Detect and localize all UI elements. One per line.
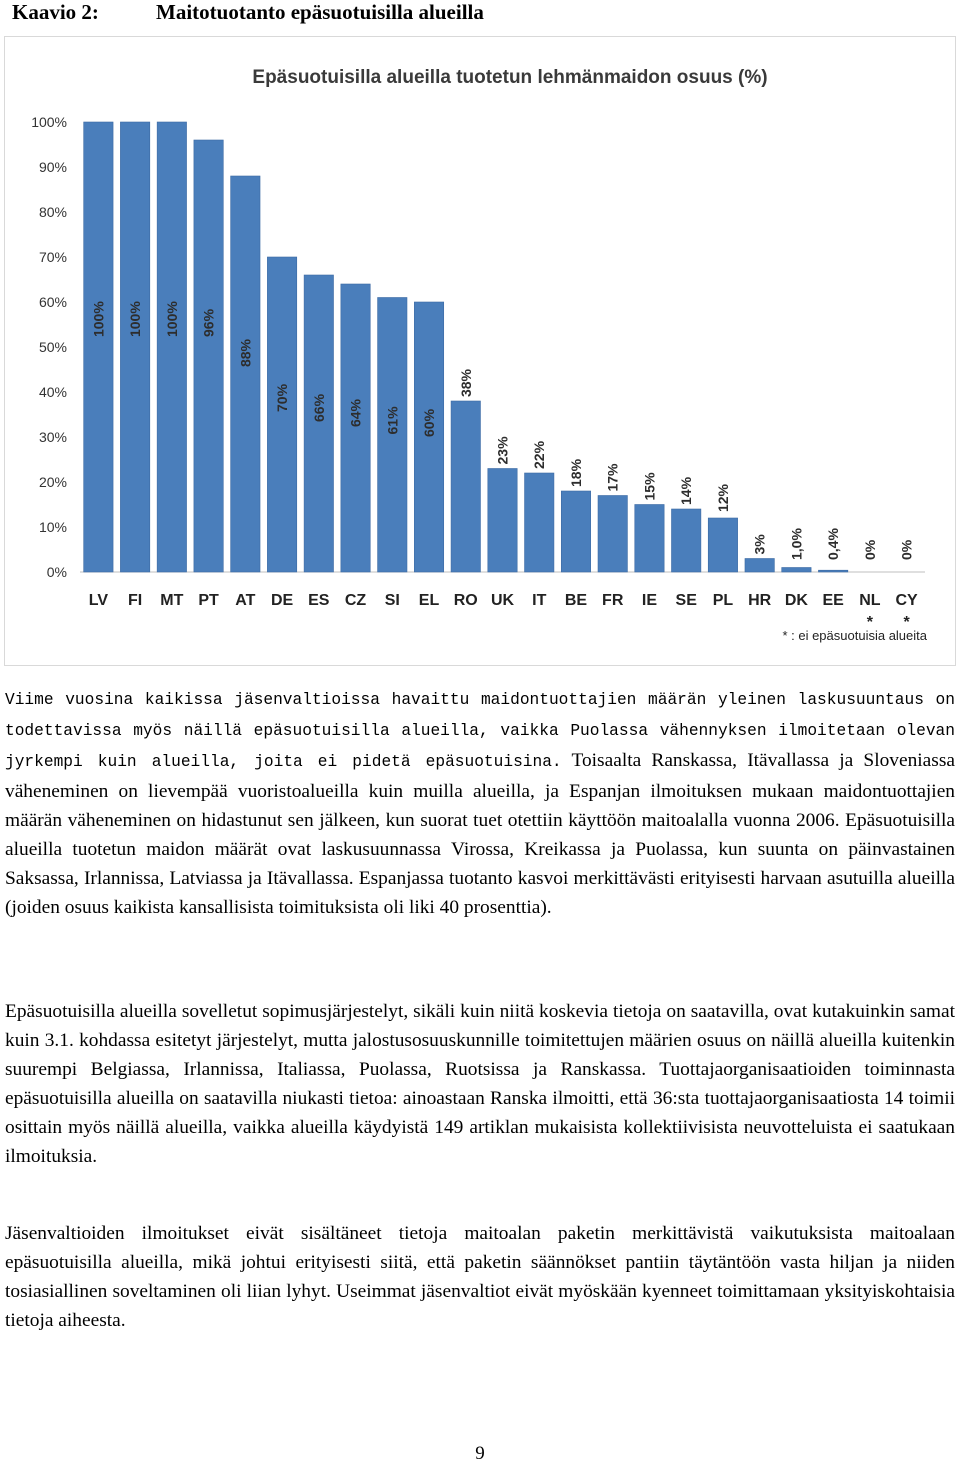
y-tick-label: 0% <box>46 564 67 580</box>
x-tick-label: EE <box>822 592 844 609</box>
y-tick-label: 50% <box>38 339 67 355</box>
y-tick-label: 30% <box>38 429 67 445</box>
y-axis <box>31 114 67 580</box>
bar <box>672 509 701 572</box>
y-tick-label: 20% <box>38 474 67 490</box>
bar-data-label: 60% <box>421 408 438 437</box>
bar-data-label: 1,0% <box>788 528 805 560</box>
x-tick-label: BE <box>564 592 588 609</box>
x-tick-label: LV <box>88 592 109 609</box>
chart-footnote: * : ei epäsuotuisia alueita <box>782 628 927 643</box>
bar <box>341 284 370 572</box>
x-tick-label: ES <box>308 592 330 609</box>
bar-chart-frame <box>4 36 956 666</box>
y-tick-label: 10% <box>38 519 67 535</box>
x-tick-label: EL <box>418 592 440 609</box>
x-tick-label: IE <box>641 592 658 609</box>
bar <box>120 122 149 572</box>
bar <box>488 469 517 573</box>
bar-data-label: 15% <box>641 472 658 501</box>
x-tick-label: CY <box>895 592 918 609</box>
bar-data-label: 64% <box>347 398 364 427</box>
bar-data-label: 22% <box>531 440 548 469</box>
figure-label: Kaavio 2: <box>12 0 99 24</box>
bar <box>745 559 774 573</box>
asterisk-mark: * <box>866 614 874 631</box>
bar <box>231 176 260 572</box>
bar-data-label: 0,4% <box>825 528 842 560</box>
chart-title: Epäsuotuisilla alueilla tuotetun lehmänmaidon osuus (%) <box>252 67 768 88</box>
x-tick-label: DK <box>784 592 808 609</box>
x-tick-label: FR <box>602 592 624 609</box>
x-tick-label: RO <box>453 592 478 609</box>
bar-chart <box>5 37 955 665</box>
y-tick-label: 60% <box>38 294 67 310</box>
bar-data-label: 88% <box>237 338 254 367</box>
bar-data-label: 100% <box>127 301 144 337</box>
x-axis <box>89 592 918 609</box>
paragraph-1-rest: Toisaalta Ranskassa, Itävallassa ja Sloveniassa väheneminen on lievempää vuoristoalueilla kuin muilla alueilla, ja Espanjan ilmoituksen mukaan maidontuottajien määrän väheneminen on hidastunut sen jälkeen, kun suorat tuet otettiin käyttöön maitoalalla vuonna 2006. Epäsuotuisilla alueilla tuotetun maidon määrät ovat laskusuunnassa Virossa, Kreikassa ja Puolassa, kun suunta on päinvastainen Saksassa, Irlannissa, Latviassa ja Itävallassa. Espanjassa tuotanto kasvoi merkittävästi erityisesti harvaan asutuilla alueilla (joiden osuus kaikista kansallisista toimituksista oli liki 40 prosenttia). <box>5 750 955 918</box>
bar <box>304 275 333 572</box>
bar-data-label: 100% <box>163 301 180 337</box>
bar-data-label: 100% <box>90 301 107 337</box>
bar-data-label: 66% <box>310 393 327 422</box>
figure-title: Maitotuotanto epäsuotuisilla alueilla <box>156 0 484 24</box>
bar-data-label: 96% <box>200 308 217 337</box>
bar <box>84 122 113 572</box>
bar <box>635 505 664 573</box>
paragraph-3: Jäsenvaltioiden ilmoitukset eivät sisältäneet tietoja maitoalan paketin merkittävistä vaikutuksista maitoalaan epäsuotuisilla alueilla, mikä johtui erityisesti siitä, että paketin säännökset pantiin täytäntöön vasta hiljan ja niiden tosiasiallinen soveltaminen oli liian lyhyt. Useimmat jäsenvaltiot eivät myöskään kyenneet toimittamaan yksityiskohtaisia tietoja aiheesta. <box>5 1223 955 1331</box>
y-tick-label: 80% <box>38 204 67 220</box>
x-tick-label: HR <box>748 592 772 609</box>
x-tick-label: MT <box>160 592 184 609</box>
y-tick-label: 70% <box>38 249 67 265</box>
x-tick-label: IT <box>532 592 547 609</box>
bar-data-label: 61% <box>384 406 401 435</box>
x-tick-label: SE <box>675 592 697 609</box>
bar <box>194 140 223 572</box>
page-number: 9 <box>475 1443 485 1464</box>
x-tick-label: SI <box>384 592 400 609</box>
bar <box>451 401 480 572</box>
y-tick-label: 40% <box>38 384 67 400</box>
bar <box>267 257 296 572</box>
bar-data-label: 18% <box>567 458 584 487</box>
x-tick-label: DE <box>270 592 294 609</box>
bar-data-label: 12% <box>714 483 731 512</box>
x-tick-label: NL <box>859 592 881 609</box>
bar-data-label: 23% <box>494 436 511 465</box>
x-tick-label: PT <box>198 592 219 609</box>
bar-data-label: 17% <box>604 463 621 492</box>
bar-data-label: 38% <box>457 368 474 397</box>
bar-data-label: 0% <box>898 539 915 560</box>
bar <box>708 518 737 572</box>
bar <box>561 491 590 572</box>
asterisk-mark: * <box>903 614 910 631</box>
bars-group <box>84 122 848 572</box>
x-tick-label: AT <box>235 592 256 609</box>
paragraph-1 <box>5 684 955 922</box>
paragraph-1-lead: Viime vuosina kaikissa jäsenvaltioissa havaittu maidontuottajien määrän yleinen laskusuuntaus on todettavissa myös näillä epäsuotuisilla alueilla, vaikka Puolassa vähennyksen ilmoitetaan olevan jyrkempi kuin alueilla, joita ei pidetä epäsuotuisina. <box>5 691 955 771</box>
bar <box>818 570 847 572</box>
paragraph-2: Epäsuotuisilla alueilla sovelletut sopimusjärjestelyt, sikäli kuin niitä koskevia tietoja on saatavilla, ovat kutakuinkin samat kuin 3.1. kohdassa esitetyt järjestelyt, mutta jalostusosuuskunnille toimitettujen määrien osuus on näillä alueilla kuitenkin suurempi Belgiassa, Irlannissa, Italiassa, Puolassa, Ruotsissa ja Ranskassa. Tuottajaorganisaatioiden toiminnasta epäsuotuisilla alueilla on saatavilla niukasti tietoa: ainoastaan Ranska ilmoitti, että 36:sta tuottajaorganisaatiosta 14 toimii osittain myös näillä alueilla, vaikka alueilla käydyistä 149 artiklan mukaisista kollektiivisista neuvotteluista ei saatukaan ilmoituksia. <box>5 1001 955 1167</box>
bar <box>598 496 627 573</box>
y-tick-label: 90% <box>38 159 67 175</box>
bar-data-label: 14% <box>678 476 695 505</box>
bar <box>782 568 811 573</box>
bar-data-label: 70% <box>274 383 291 412</box>
bar <box>525 473 554 572</box>
x-tick-label: CZ <box>344 592 367 609</box>
x-tick-label: PL <box>712 592 734 609</box>
x-tick-label: FI <box>127 592 143 609</box>
bar <box>157 122 186 572</box>
y-tick-label: 100% <box>31 114 67 130</box>
bar-data-label: 3% <box>751 534 768 555</box>
bar-data-label: 0% <box>861 539 878 560</box>
x-tick-label: UK <box>490 592 515 609</box>
